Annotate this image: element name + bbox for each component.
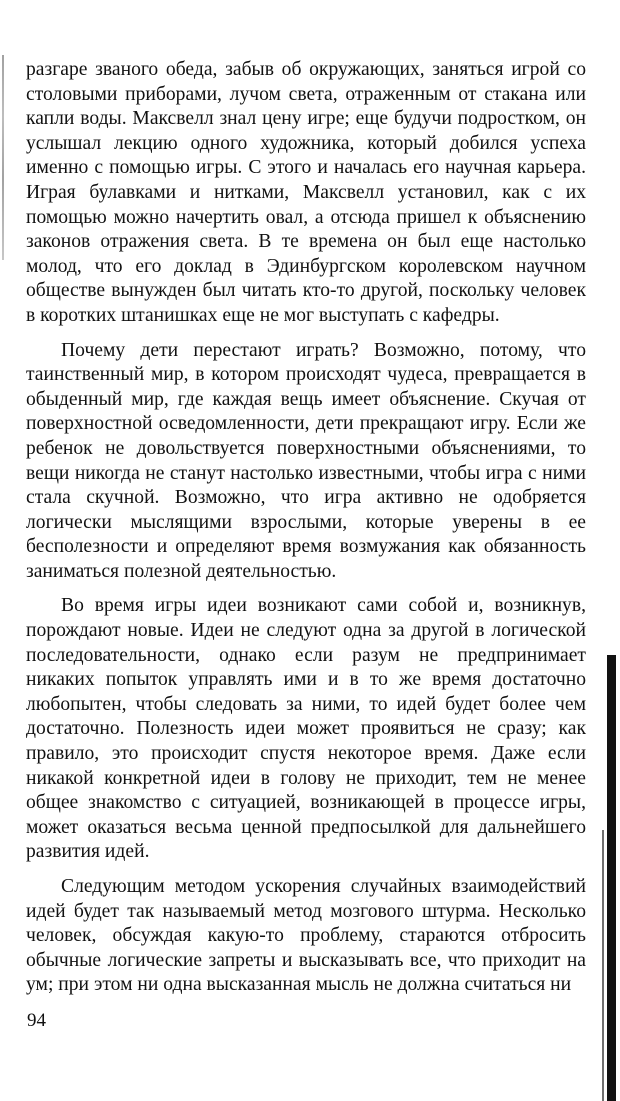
paragraph-3: Во время игры идеи возникают сами собой и, возникнув, порождают новые. Идеи не следуют одна за другой в логической последовательности, однако если разум не предпринимает никаких попыток управлять ими и в то же время достаточно любопытен, чтобы следовать за ними, то идей будет более чем достаточно. Полезность идеи может проявиться не сразу; как правило, это происходит спустя некоторое время. Даже если никакой конкретной идеи в голову не приходит, тем не менее общее знакомство с ситуацией, возникающей в процессе игры, может оказаться весьма ценной предпосылкой для дальнейшего развития идей. [26, 595, 586, 863]
paragraph-4: Следующим методом ускорения случайных взаимодействий идей будет так называемый метод мозгового штурма. Несколько человек, обсуждая какую-то проблему, стараются отбросить обычные логические запреты и высказывать все, что приходит на ум; при этом ни одна высказанная мысль не должна считаться ни [26, 876, 586, 996]
paragraph-1: разгаре званого обеда, забыв об окружающих, заняться игрой со столовыми приборами, лучом света, отраженным от стакана или капли воды. Максвелл знал цену игре; еще будучи подростком, он услышал лекцию одного художника, который добился успеха именно с помощью игры. С этого и началась его научная карьера. Играя булавками и нитками, Максвелл установил, как с их помощью можно начертить овал, а отсюда пришел к объяснению законов отражения света. В те времена он был еще настолько молод, что его доклад в Эдинбургском королевском научном обществе вынужден был читать кто-то другой, поскольку человек в коротких штанишках еще не мог выступать с кафедры. [26, 59, 586, 326]
paragraph-2: Почему дети перестают играть? Возможно, потому, что таинственный мир, в котором происходят чудеса, превращается в обыденный мир, где каждая вещь имеет объяснение. Скучая от поверхностной осведомленности, дети прекращают игру. Если же ребенок не довольствуется поверхностными объяснениями, то вещи никогда не станут настолько известными, чтобы игра с ними стала скучной. Возможно, что игра активно не одобряется логически мыслящими взрослыми, которые уверены в ее бесполезности и определяют время возмужания как обязанность заниматься полезной деятельностью. [26, 339, 586, 582]
scan-edge-mark [2, 55, 4, 260]
binding-shadow [607, 655, 616, 1101]
page-number: 94 [27, 1010, 46, 1031]
binding-shadow-thin [602, 830, 604, 1101]
body-text [26, 58, 586, 998]
